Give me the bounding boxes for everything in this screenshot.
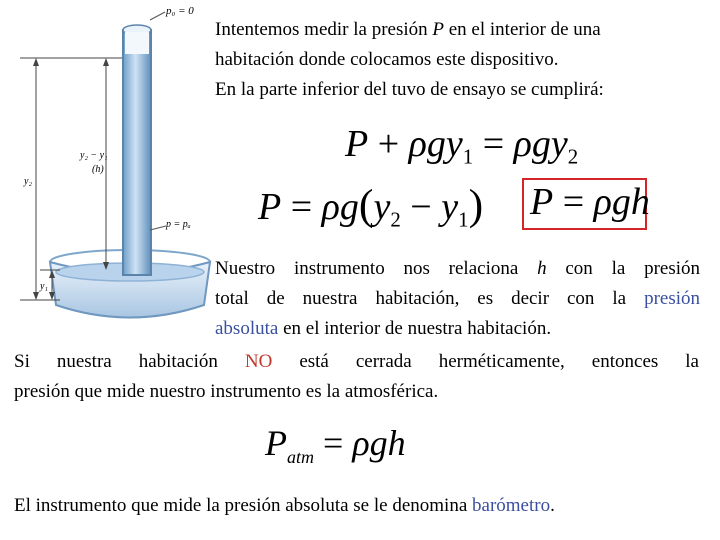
eq2-lparen: (	[358, 181, 374, 229]
para2-l2-a: total de nuestra habitación, es decir con la	[215, 288, 645, 309]
intro-line1-b: en el interior de una	[444, 19, 601, 40]
paragraph-3	[14, 347, 699, 407]
eq3-rhs: ρgh	[593, 181, 650, 223]
equation-3	[530, 180, 650, 224]
y2-label: y₂	[24, 176, 32, 187]
eq1-sub1: 1	[462, 144, 474, 169]
intro-var-p: P	[432, 19, 444, 40]
final-sentence	[14, 491, 709, 521]
intro-paragraph	[215, 15, 705, 105]
eq4-sub-atm: atm	[287, 447, 314, 468]
eq1-sub2: 2	[567, 144, 579, 169]
eq2-sub1: 1	[458, 207, 469, 232]
equation-1	[345, 122, 578, 169]
para3-l1-a: Si nuestra habitación	[14, 351, 245, 372]
para2-var-h: h	[537, 258, 547, 279]
intro-line3: En la parte inferior del tuvo de ensayo se cumplirá:	[215, 79, 604, 100]
p-label: p = pₐ	[166, 219, 191, 230]
eq3-p: P	[530, 181, 554, 223]
para3-no: NO	[244, 351, 273, 372]
eq2-sub2: 2	[390, 207, 401, 232]
eq2-y1: y	[441, 186, 459, 228]
intro-line2: habitación donde colocamos este dispositivo.	[215, 49, 559, 70]
h-label: (h)	[92, 164, 104, 175]
para2-absoluta-link: absoluta	[215, 318, 279, 339]
eq1-rhogy2: ρgy	[513, 123, 568, 165]
eq2-rhog: ρg	[321, 186, 359, 228]
para3-l1-b: está cerrada herméticamente, entonces la	[272, 351, 699, 372]
paragraph-2	[215, 254, 700, 344]
para3-l2: presión que mide nuestro instrumento es la atmosférica.	[14, 381, 439, 402]
eq1-equals: =	[482, 123, 505, 165]
final-period: .	[550, 495, 555, 516]
para2-l1-b: con la presión	[546, 258, 701, 279]
intro-line1-a: Intentemos medir la presión	[215, 19, 433, 40]
eq2-rparen: )	[468, 181, 484, 229]
eq2-minus: −	[410, 186, 432, 228]
y2-minus-y1-label: y₂ − y₁	[80, 150, 108, 161]
p0-label: p₀ = 0	[166, 5, 194, 17]
para2-presion-link: presión	[644, 288, 700, 309]
para2-l1-a: Nuestro instrumento nos relaciona	[215, 258, 538, 279]
eq1-p: P	[345, 123, 369, 165]
eq2-p: P	[258, 186, 282, 228]
eq3-equals: =	[562, 181, 585, 223]
eq4-equals: =	[323, 423, 344, 463]
eq4-p: P	[265, 423, 287, 463]
eq1-plus: +	[377, 123, 400, 165]
barometro-link: barómetro	[472, 495, 551, 516]
final-a: El instrumento que mide la presión absoluta se le denomina	[14, 495, 473, 516]
eq2-equals: =	[290, 186, 313, 228]
para2-l3-b: en el interior de nuestra habitación.	[278, 318, 552, 339]
equation-4	[265, 422, 406, 468]
eq1-rhogy: ρgy	[408, 123, 463, 165]
y1-label: y₁	[40, 281, 48, 292]
equation-2	[258, 180, 483, 232]
eq4-rhs: ρgh	[352, 423, 406, 463]
eq2-y2: y	[373, 186, 391, 228]
